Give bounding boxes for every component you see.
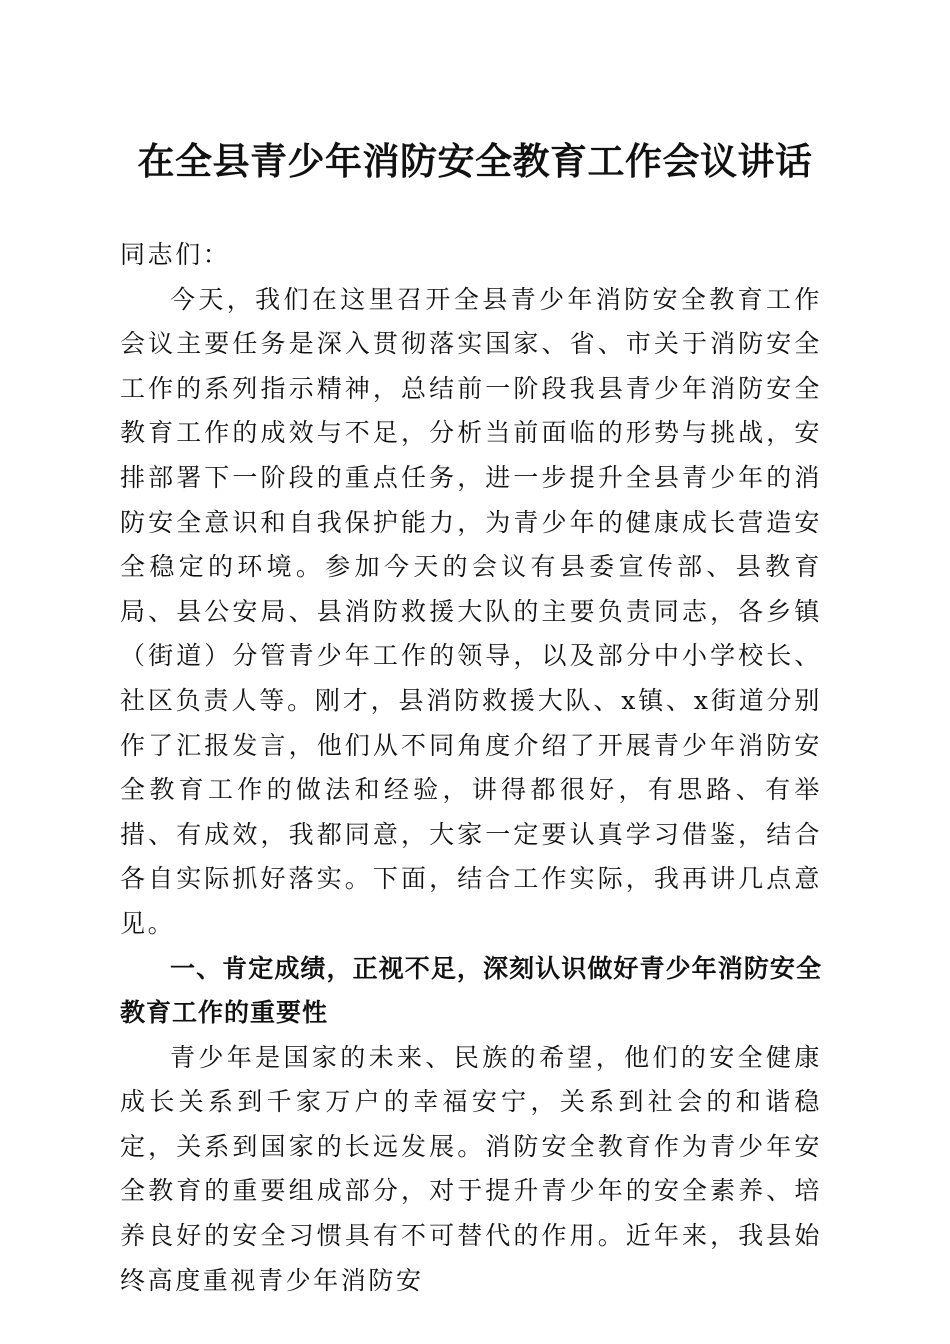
document-body [120,233,822,1303]
document-title: 在全县青少年消防安全教育工作会议讲话 [137,139,813,183]
paragraph-opening: 今天，我们在这里召开全县青少年消防安全教育工作会议主要任务是深入贯彻落实国家、省、市关于消防安全工作的系列指示精神，总结前一阶段我县青少年消防安全教育工作的成效与不足，分析当前面临的形势与挑战，安排部署下一阶段的重点任务，进一步提升全县青少年的消防安全意识和自我保护能力，为青少年的健康成长营造安全稳定的环境。参加今天的会议有县委宣传部、县教育局、县公安局、县消防救援大队的主要负责同志，各乡镇（街道）分管青少年工作的领导，以及部分中小学校长、社区负责人等。刚才，县消防救援大队、x镇、x街道分别作了汇报发言，他们从不同角度介绍了开展青少年消防安全教育工作的做法和经验，讲得都很好，有思路、有举措、有成效，我都同意，大家一定要认真学习借鉴，结合各自实际抓好落实。下面，结合工作实际，我再讲几点意见。 [120,284,822,938]
section-heading-1: 一、肯定成绩，正视不足，深刻认识做好青少年消防安全教育工作的重要性 [120,953,822,1028]
salutation: 同志们： [120,240,231,269]
paragraph-section-1: 青少年是国家的未来、民族的希望，他们的安全健康成长关系到千家万户的幸福安宁，关系到社会的和谐稳定，关系到国家的长远发展。消防安全教育作为青少年安全教育的重要组成部分，对于提升青少年的安全素养、培养良好的安全习惯具有不可替代的作用。近年来，我县始终高度重视青少年消防安 [120,1042,822,1295]
